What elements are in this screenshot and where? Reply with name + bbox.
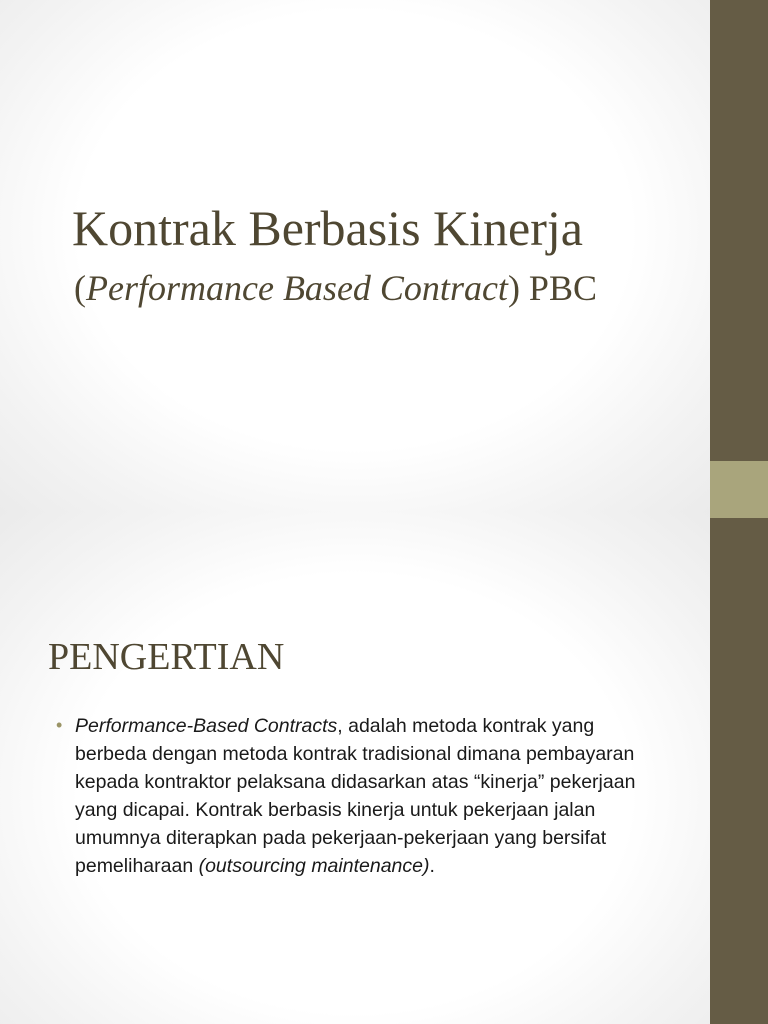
bullet-item [56,712,666,880]
section-heading: PENGERTIAN [48,636,285,678]
slide-title: Kontrak Berbasis Kinerja [72,200,583,256]
bullet-dot-icon: • [56,715,63,735]
slide-subtitle [74,266,597,310]
bullet-text [75,712,666,880]
title-slide [0,0,710,512]
content-slide [0,512,710,1024]
subtitle-close: ) PBC [507,268,597,308]
sidebar-accent-block [710,461,768,518]
subtitle-italic: Performance Based Contract [86,268,508,308]
bullet-end: . [429,855,435,877]
bullet-italic-tail: (outsourcing maintenance) [198,855,430,877]
bullet-italic-lead: Performance-Based Contracts [75,715,338,737]
bullet-body: , adalah metoda kontrak yang berbeda dengan metoda kontrak tradisional dimana pembayaran kepada kontraktor pelaksana didasarkan atas “kinerja” pekerjaan yang dicapai. Kontrak berbasis kinerja untuk pekerjaan jalan umumnya diterapkan pada pekerjaan-pekerjaan yang bersifat pemeliharaan [75,715,636,877]
subtitle-open-paren: ( [74,268,86,308]
